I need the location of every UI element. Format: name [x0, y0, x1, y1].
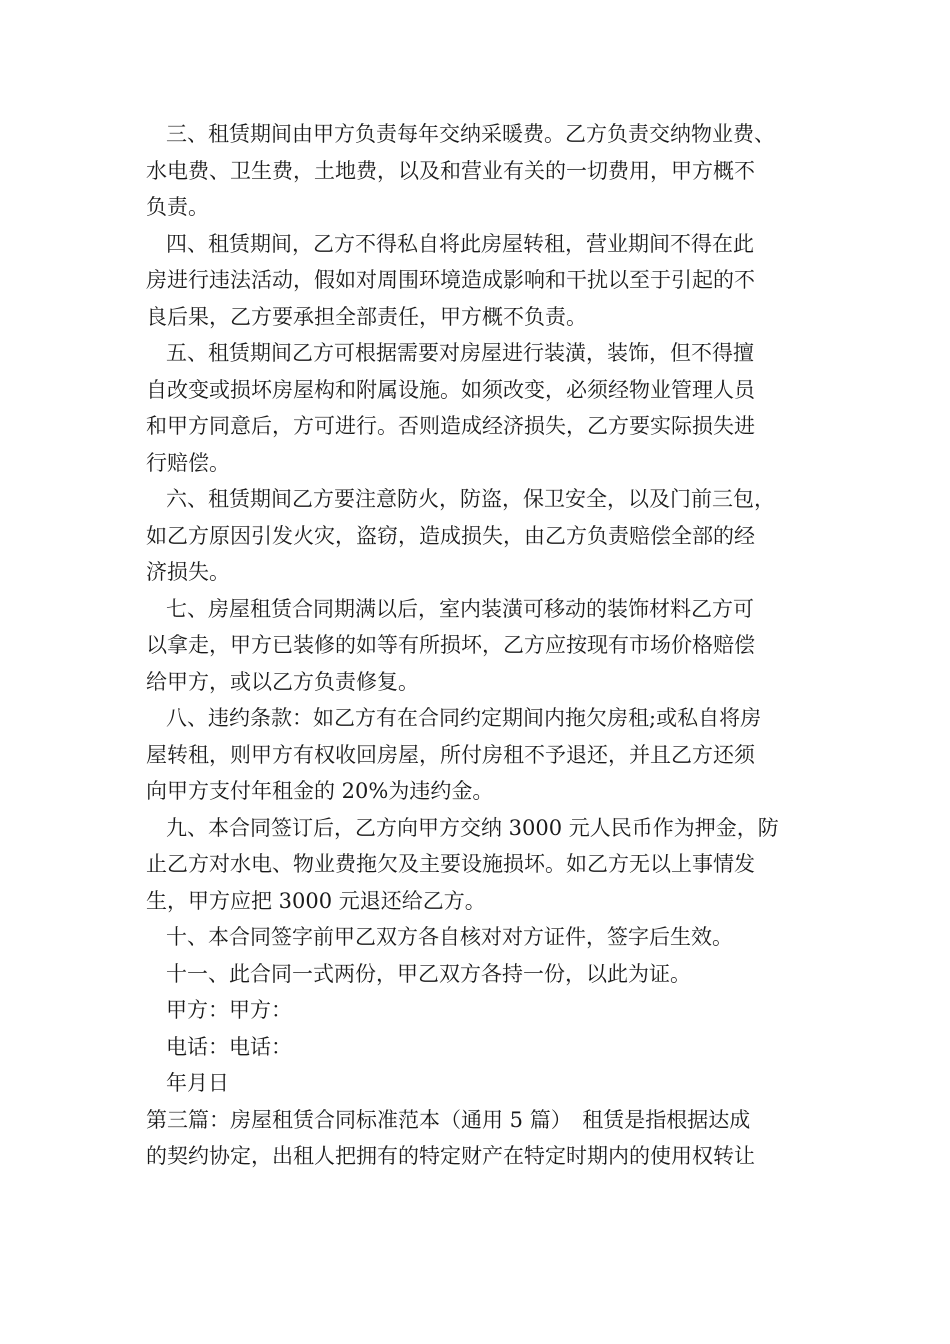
text-line: 四、租赁期间，乙方不得私自将此房屋转租，营业期间不得在此 [166, 231, 754, 256]
paragraph-clause-6 [146, 481, 826, 591]
document-body [146, 116, 826, 1175]
text-line: 五、租赁期间乙方可根据需要对房屋进行装潢，装饰，但不得擅 [166, 341, 754, 365]
text-line: 三、租赁期间由甲方负责每年交纳采暖费。乙方负责交纳物业费、 [166, 122, 775, 146]
paragraph-phone [146, 1029, 826, 1066]
text-line: 行赔偿。 [146, 450, 230, 475]
text-line: 负责。 [146, 195, 209, 219]
paragraph-clause-8 [146, 700, 826, 810]
text-line: 向甲方支付年租金的 20%为违约金。 [146, 779, 494, 803]
paragraph-clause-5 [146, 335, 826, 481]
text-line: 止乙方对水电、物业费拖欠及主要设施损坏。如乙方无以上事情发 [146, 852, 755, 876]
text-line: 水电费、卫生费，土地费，以及和营业有关的一切费用，甲方概不 [146, 158, 755, 183]
paragraph-party-a [146, 992, 826, 1029]
text-line: 如乙方原因引发火灾，盗窃，造成损失，由乙方负责赔偿全部的经 [146, 523, 755, 548]
text-line: 和甲方同意后，方可进行。否则造成经济损失，乙方要实际损失进 [146, 414, 755, 438]
text-line: 七、房屋租赁合同期满以后，室内装潢可移动的装饰材料乙方可 [166, 596, 754, 621]
text-line: 十、本合同签字前甲乙双方各自核对对方证件，签字后生效。 [166, 925, 733, 949]
paragraph-clause-9 [146, 810, 826, 920]
text-line: 甲方：甲方： [166, 998, 292, 1022]
text-line: 第三篇：房屋租赁合同标准范本（通用 5 篇） 租赁是指根据达成 [146, 1107, 751, 1132]
paragraph-clause-3 [146, 116, 826, 226]
paragraph-clause-7 [146, 591, 826, 701]
paragraph-part-3 [146, 1102, 826, 1175]
text-line: 的契约协定，出租人把拥有的特定财产在特定时期内的使用权转让 [146, 1144, 755, 1168]
text-line: 济损失。 [146, 560, 230, 584]
paragraph-clause-11 [146, 956, 826, 993]
text-line: 年月日 [166, 1071, 229, 1095]
text-line: 以拿走，甲方已装修的如等有所损坏，乙方应按现有市场价格赔偿 [146, 633, 755, 657]
text-line: 良后果，乙方要承担全部责任，甲方概不负责。 [146, 304, 587, 329]
text-line: 自改变或损坏房屋构和附属设施。如须改变，必须经物业管理人员 [146, 377, 755, 402]
paragraph-date [146, 1065, 826, 1102]
paragraph-clause-4 [146, 226, 826, 336]
text-line: 房进行违法活动，假如对周围环境造成影响和干扰以至于引起的不 [146, 268, 755, 292]
text-line: 六、租赁期间乙方要注意防火，防盗，保卫安全，以及门前三包， [166, 487, 775, 511]
text-line: 十一、此合同一式两份，甲乙双方各持一份，以此为证。 [166, 961, 691, 986]
text-line: 八、违约条款：如乙方有在合同约定期间内拖欠房租;或私自将房 [166, 706, 762, 730]
text-line: 电话：电话： [166, 1034, 292, 1059]
text-line: 屋转租，则甲方有权收回房屋，所付房租不予退还，并且乙方还须 [146, 742, 755, 767]
text-line: 生，甲方应把 3000 元退还给乙方。 [146, 888, 486, 913]
text-line: 给甲方，或以乙方负责修复。 [146, 669, 419, 694]
paragraph-clause-10 [146, 919, 826, 956]
text-line: 九、本合同签订后，乙方向甲方交纳 3000 元人民币作为押金，防 [166, 815, 779, 840]
